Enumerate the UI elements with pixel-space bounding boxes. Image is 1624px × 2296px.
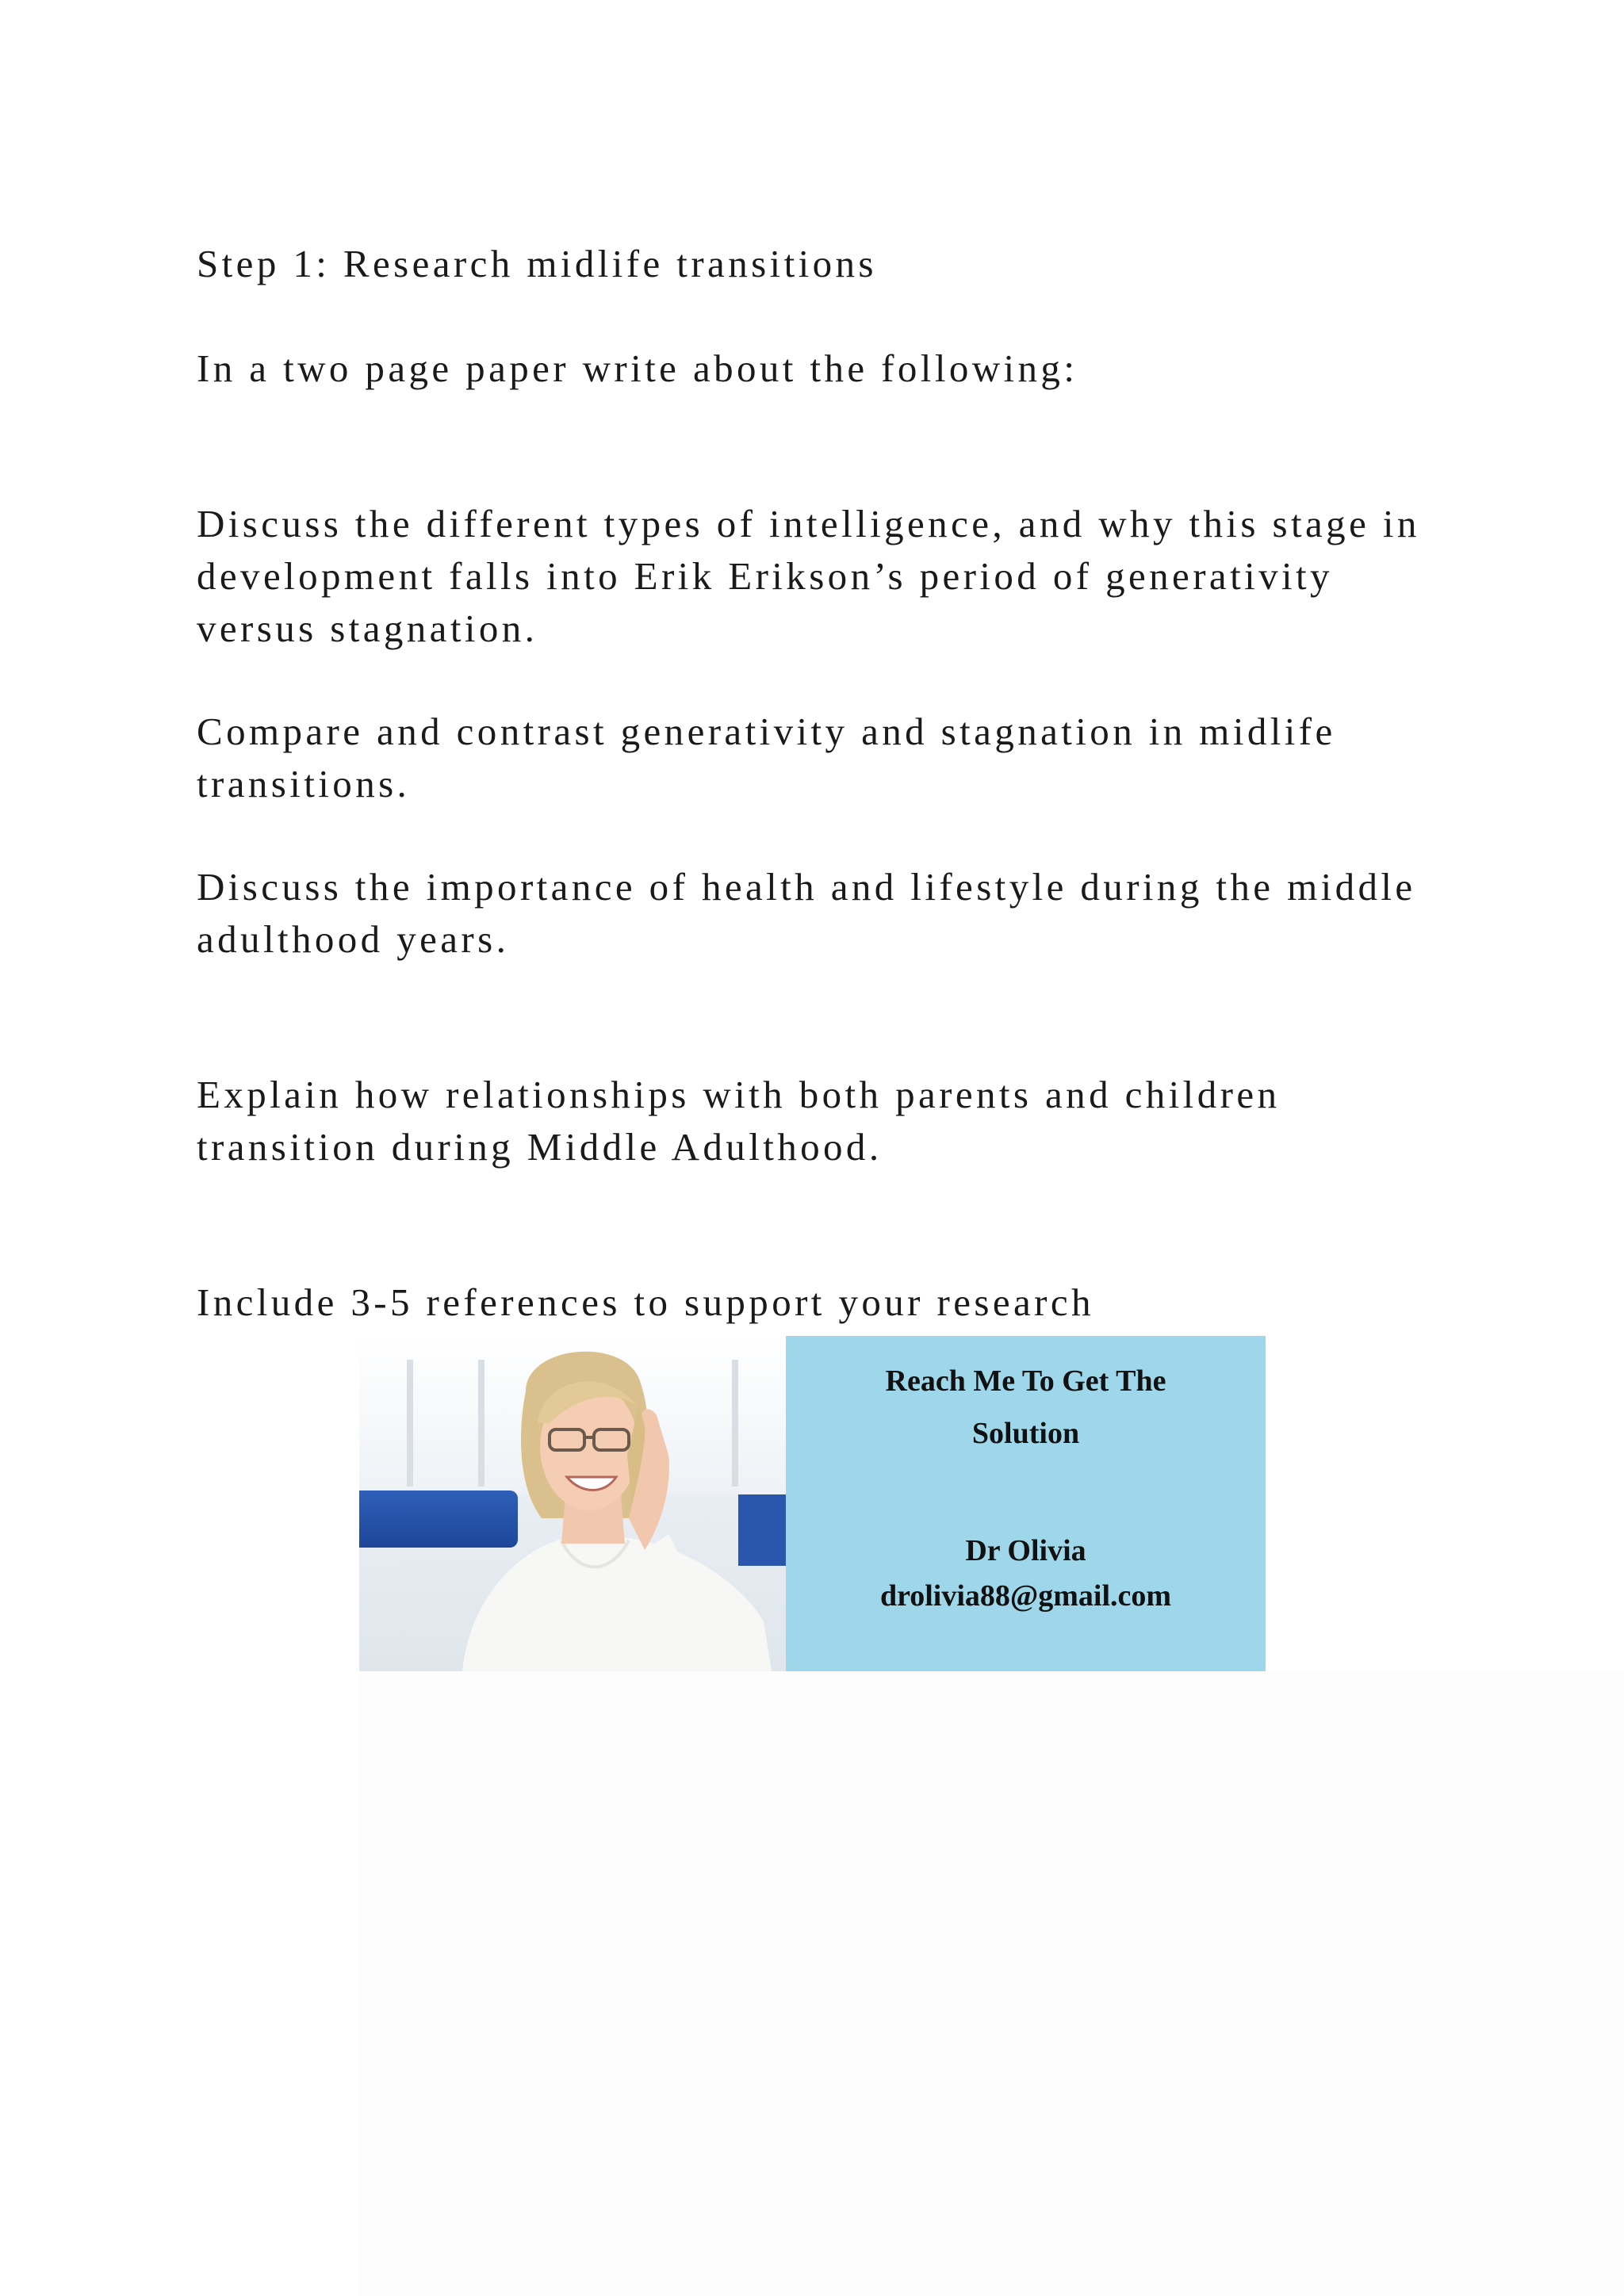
contact-name: Dr Olivia [965, 1534, 1086, 1567]
prompt-generativity: Compare and contrast generativity and stagnation in midlife transitions. [197, 710, 1336, 806]
prompt-relationships: Explain how relationships with both parents and children transition during Middle Adulthood. [197, 1073, 1281, 1169]
prompt-health: Discuss the importance of health and lifestyle during the middle adulthood years. [197, 865, 1416, 961]
prompt-intelligence: Discuss the different types of intelligence, and why this stage in development falls into Erik Erikson’s period of generativity versus stagnation. [197, 502, 1420, 650]
prompt-references: Include 3-5 references to support your research [197, 1280, 1094, 1324]
contact-card [786, 1336, 1266, 1671]
banner-subheadline: Solution [971, 1417, 1080, 1450]
contact-banner [359, 1336, 1266, 1671]
instruction-intro: In a two page paper write about the following: [197, 346, 1078, 390]
woman-photo [359, 1336, 786, 1671]
lower-panel [359, 1671, 1624, 2296]
banner-headline: Reach Me To Get The [885, 1364, 1166, 1398]
smiling-woman-illustration [431, 1336, 779, 1671]
contact-email[interactable]: drolivia88@gmail.com [879, 1579, 1172, 1613]
step-heading: Step 1: Research midlife transitions [197, 242, 877, 285]
window-frame [407, 1360, 413, 1487]
document-body [197, 238, 1434, 1329]
